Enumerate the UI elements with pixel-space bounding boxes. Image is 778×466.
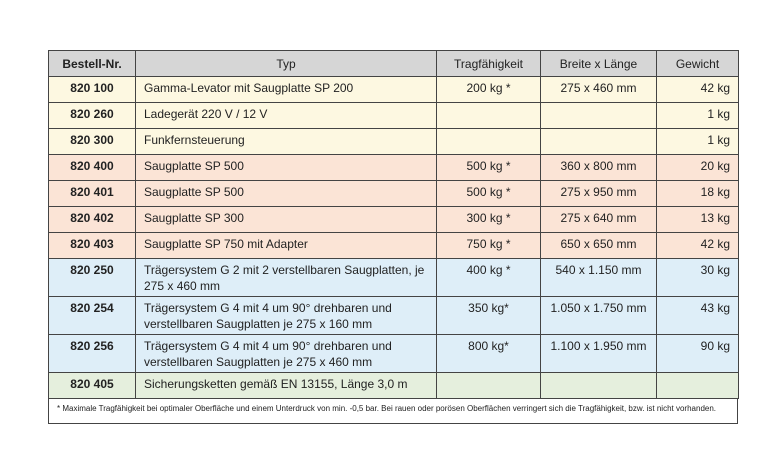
cell-dimensions: 1.100 x 1.950 mm bbox=[541, 335, 657, 373]
header-bestell-nr: Bestell-Nr. bbox=[49, 51, 136, 77]
cell-order-number: 820 400 bbox=[49, 155, 136, 181]
cell-dimensions bbox=[541, 129, 657, 155]
cell-weight bbox=[657, 373, 739, 399]
cell-dimensions: 540 x 1.150 mm bbox=[541, 259, 657, 297]
cell-type: Saugplatte SP 300 bbox=[136, 207, 437, 233]
cell-capacity: 350 kg* bbox=[437, 297, 541, 335]
cell-dimensions bbox=[541, 103, 657, 129]
header-gewicht: Gewicht bbox=[657, 51, 739, 77]
cell-order-number: 820 250 bbox=[49, 259, 136, 297]
cell-weight: 43 kg bbox=[657, 297, 739, 335]
cell-capacity: 200 kg * bbox=[437, 77, 541, 103]
cell-capacity: 400 kg * bbox=[437, 259, 541, 297]
table-row bbox=[49, 297, 739, 335]
cell-weight: 42 kg bbox=[657, 77, 739, 103]
cell-weight: 1 kg bbox=[657, 129, 739, 155]
table-row bbox=[49, 103, 739, 129]
cell-dimensions: 360 x 800 mm bbox=[541, 155, 657, 181]
cell-dimensions: 275 x 640 mm bbox=[541, 207, 657, 233]
header-typ: Typ bbox=[136, 51, 437, 77]
table-row bbox=[49, 207, 739, 233]
cell-capacity bbox=[437, 373, 541, 399]
cell-order-number: 820 260 bbox=[49, 103, 136, 129]
cell-type: Sicherungsketten gemäß EN 13155, Länge 3,0 m bbox=[136, 373, 437, 399]
cell-order-number: 820 256 bbox=[49, 335, 136, 373]
cell-type: Saugplatte SP 750 mit Adapter bbox=[136, 233, 437, 259]
cell-order-number: 820 405 bbox=[49, 373, 136, 399]
table-row bbox=[49, 77, 739, 103]
cell-type: Trägersystem G 2 mit 2 verstellbaren Saugplatten, je 275 x 460 mm bbox=[136, 259, 437, 297]
header-breite-laenge: Breite x Länge bbox=[541, 51, 657, 77]
cell-dimensions bbox=[541, 373, 657, 399]
cell-weight: 13 kg bbox=[657, 207, 739, 233]
cell-capacity: 750 kg * bbox=[437, 233, 541, 259]
cell-dimensions: 275 x 950 mm bbox=[541, 181, 657, 207]
table-row bbox=[49, 155, 739, 181]
table-header bbox=[49, 51, 739, 77]
cell-order-number: 820 100 bbox=[49, 77, 136, 103]
table-row bbox=[49, 129, 739, 155]
cell-order-number: 820 254 bbox=[49, 297, 136, 335]
cell-capacity: 500 kg * bbox=[437, 155, 541, 181]
cell-weight: 90 kg bbox=[657, 335, 739, 373]
cell-capacity bbox=[437, 103, 541, 129]
product-table bbox=[48, 50, 739, 399]
cell-capacity bbox=[437, 129, 541, 155]
cell-dimensions: 650 x 650 mm bbox=[541, 233, 657, 259]
cell-order-number: 820 402 bbox=[49, 207, 136, 233]
cell-order-number: 820 403 bbox=[49, 233, 136, 259]
header-tragfaehigkeit: Tragfähigkeit bbox=[437, 51, 541, 77]
cell-weight: 20 kg bbox=[657, 155, 739, 181]
cell-type: Saugplatte SP 500 bbox=[136, 155, 437, 181]
table-row bbox=[49, 335, 739, 373]
cell-weight: 42 kg bbox=[657, 233, 739, 259]
cell-dimensions: 1.050 x 1.750 mm bbox=[541, 297, 657, 335]
cell-capacity: 300 kg * bbox=[437, 207, 541, 233]
table-row bbox=[49, 181, 739, 207]
cell-capacity: 500 kg * bbox=[437, 181, 541, 207]
cell-order-number: 820 300 bbox=[49, 129, 136, 155]
cell-weight: 30 kg bbox=[657, 259, 739, 297]
cell-weight: 18 kg bbox=[657, 181, 739, 207]
cell-type: Saugplatte SP 500 bbox=[136, 181, 437, 207]
cell-type: Gamma-Levator mit Saugplatte SP 200 bbox=[136, 77, 437, 103]
cell-type: Ladegerät 220 V / 12 V bbox=[136, 103, 437, 129]
cell-type: Trägersystem G 4 mit 4 um 90° drehbaren und verstellbaren Saugplatten je 275 x 160 mm bbox=[136, 297, 437, 335]
table-row bbox=[49, 373, 739, 399]
footnote: * Maximale Tragfähigkeit bei optimaler Oberfläche und einem Unterdruck von min. -0,5 bar. Bei rauen oder porösen Oberflächen verringert sich die Tragfähigkeit, bzw. ist nicht vorhanden. bbox=[48, 399, 738, 424]
cell-order-number: 820 401 bbox=[49, 181, 136, 207]
cell-type: Funkfernsteuerung bbox=[136, 129, 437, 155]
table-row bbox=[49, 259, 739, 297]
cell-dimensions: 275 x 460 mm bbox=[541, 77, 657, 103]
table-row bbox=[49, 233, 739, 259]
cell-type: Trägersystem G 4 mit 4 um 90° drehbaren und verstellbaren Saugplatten je 275 x 460 mm bbox=[136, 335, 437, 373]
cell-weight: 1 kg bbox=[657, 103, 739, 129]
cell-capacity: 800 kg* bbox=[437, 335, 541, 373]
product-table-container bbox=[48, 50, 738, 424]
